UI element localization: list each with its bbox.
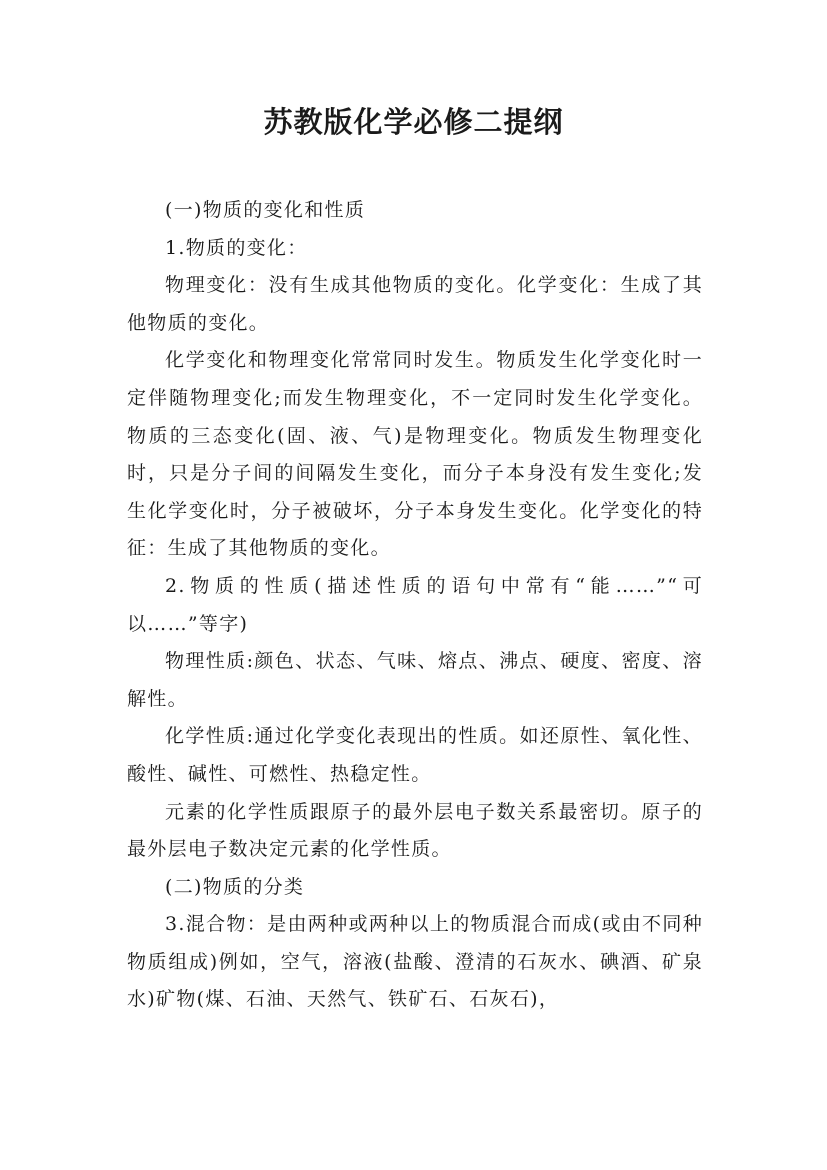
document-body (127, 192, 703, 1019)
paragraph-change-relationship: 化学变化和物理变化常常同时发生。物质发生化学变化时一定伴随物理变化;而发生物理变化，不一定同时发生化学变化。物质的三态变化(固、液、气)是物理变化。物质发生物理变化时，只是分子间的间隔发生变化，而分子本身没有发生变化;发生化学变化时，分子被破坏，分子本身发生变化。化学变化的特征：生成了其他物质的变化。 (127, 349, 703, 560)
paragraph-physical-property: 物理性质:颜色、状态、气味、熔点、沸点、硬度、密度、溶解性。 (127, 650, 703, 710)
subheading-material-change: 1.物质的变化： (165, 236, 308, 259)
document-title: 苏教版化学必修二提纲 (263, 105, 564, 139)
heading-material-classification: (二)物质的分类 (165, 875, 305, 898)
paragraph-chemical-property: 化学性质:通过化学变化表现出的性质。如还原性、氧化性、酸性、碱性、可燃性、热稳定性。 (127, 725, 703, 785)
paragraph-physical-chemical-change: 物理变化：没有生成其他物质的变化。化学变化：生成了其他物质的变化。 (127, 274, 703, 334)
heading-material-change-and-property: (一)物质的变化和性质 (165, 199, 366, 221)
paragraph-element-property: 元素的化学性质跟原子的最外层电子数关系最密切。原子的最外层电子数决定元素的化学性质。 (127, 800, 703, 861)
subheading-material-property: 2.物质的性质(描述性质的语句中常有“能……”“可以……”等字) (127, 574, 703, 635)
paragraph-mixture: 3.混合物：是由两种或两种以上的物质混合而成(或由不同种物质组成)例如，空气，溶液(盐酸、澄清的石灰水、碘酒、矿泉水)矿物(煤、石油、天然气、铁矿石、石灰石)， (127, 913, 703, 1011)
